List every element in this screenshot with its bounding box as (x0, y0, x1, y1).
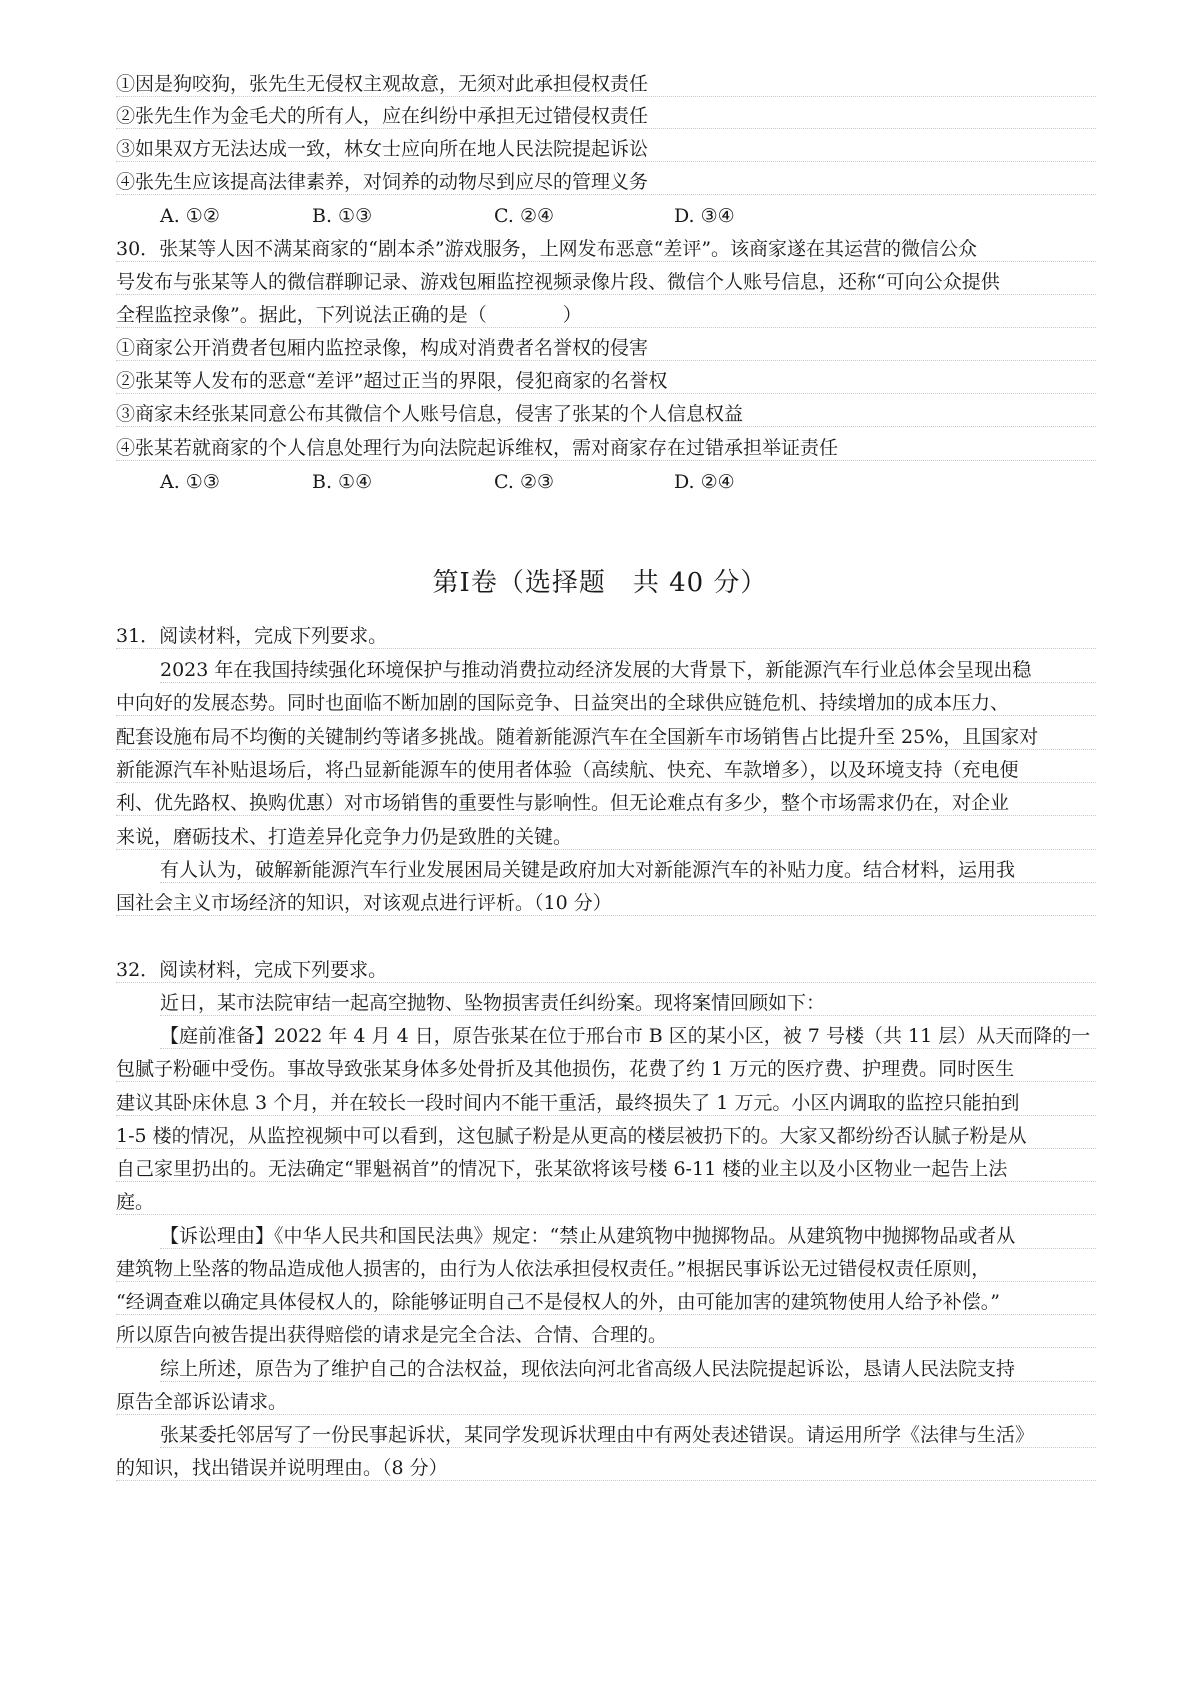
q29-option-c: C. ②④ (494, 205, 555, 227)
q32-prep-line-1: 【庭前准备】2022 年 4 月 4 日，原告张某在位于邢台市 B 区的某小区，被 7 号楼（共 11 层）从天而降的一 (160, 1024, 1096, 1049)
q30-option-b: B. ①④ (312, 471, 373, 493)
q31-para1-line-4: 新能源汽车补贴退场后，将凸显新能源车的使用者体验（高续航、快充、车款增多），以及环境支持（充电便 (116, 758, 1096, 783)
section-title: 第Ⅰ卷（选择题 共 40 分） (432, 568, 768, 598)
q32-intro: 近日，某市法院审结一起高空抛物、坠物损害责任纠纷案。现将案情回顾如下： (160, 991, 1096, 1016)
q30-stem-line-2: 号发布与张某等人的微信群聊记录、游戏包厢监控视频录像片段、微信个人账号信息，还称“可向公众提供 (116, 270, 1096, 295)
q30-statement-3: ③商家未经张某同意公布其微信个人账号信息，侵害了张某的个人信息权益 (116, 402, 1096, 427)
q32-prep-line-5: 自己家里扔出的。无法确定“罪魁祸首”的情况下，张某欲将该号楼 6-11 楼的业主以及小区物业一起告上法 (116, 1157, 1096, 1182)
q30-option-d: D. ②④ (674, 471, 735, 493)
q32-task-line-2: 的知识，找出错误并说明理由。（8 分） (116, 1456, 1096, 1481)
q32-reason-line-3: “经调查难以确定具体侵权人的，除能够证明自己不是侵权人的外，由可能加害的建筑物使用人给予补偿。” (116, 1290, 1096, 1315)
q29-statement-2: ②张先生作为金毛犬的所有人，应在纠纷中承担无过错侵权责任 (116, 104, 1096, 129)
q29-statement-3: ③如果双方无法达成一致，林女士应向所在地人民法院提起诉讼 (116, 137, 1096, 162)
q32-prep-line-6: 庭。 (116, 1190, 1096, 1215)
q31-para1-line-1: 2023 年在我国持续强化环境保护与推动消费拉动经济发展的大背景下，新能源汽车行业总体会呈现出稳 (160, 658, 1096, 683)
q30-stem-line-3: 全程监控录像”。据此，下列说法正确的是（ ） (116, 303, 1096, 328)
q32-summary-line-2: 原告全部诉讼请求。 (116, 1390, 1096, 1415)
q29-statement-1: ①因是狗咬狗，张先生无侵权主观故意，无须对此承担侵权责任 (116, 72, 1096, 97)
q32-task-line-1: 张某委托邻居写了一份民事起诉状，某同学发现诉状理由中有两处表述错误。请运用所学《法律与生活》 (160, 1423, 1096, 1448)
q29-option-a: A. ①② (160, 205, 220, 227)
q31-para1-line-6: 来说，磨砺技术、打造差异化竞争力仍是致胜的关键。 (116, 825, 1096, 850)
q30-option-a: A. ①③ (160, 471, 220, 493)
q32-reason-line-1: 【诉讼理由】《中华人民共和国民法典》规定：“禁止从建筑物中抛掷物品。从建筑物中抛掷物品或者从 (160, 1224, 1096, 1249)
q31-para1-line-3: 配套设施布局不均衡的关键制约等诸多挑战。随着新能源汽车在全国新车市场销售占比提升至 25%，且国家对 (116, 725, 1096, 750)
q31-para2-line-2: 国社会主义市场经济的知识，对该观点进行评析。（10 分） (116, 891, 1096, 916)
q29-option-d: D. ③④ (674, 205, 735, 227)
q32-prep-line-3: 建议其卧床休息 3 个月，并在较长一段时间内不能干重活，最终损失了 1 万元。小区内调取的监控只能拍到 (116, 1091, 1096, 1116)
q29-options (160, 204, 1060, 228)
q32-prep-line-2: 包腻子粉砸中受伤。事故导致张某身体多处骨折及其他损伤，花费了约 1 万元的医疗费、护理费。同时医生 (116, 1057, 1096, 1082)
q32-prep-line-4: 1-5 楼的情况，从监控视频中可以看到，这包腻子粉是从更高的楼层被扔下的。大家又都纷纷否认腻子粉是从 (116, 1124, 1096, 1149)
q29-statement-4: ④张先生应该提高法律素养，对饲养的动物尽到应尽的管理义务 (116, 170, 1096, 195)
q30-statement-2: ②张某等人发布的恶意“差评”超过正当的界限，侵犯商家的名誉权 (116, 369, 1096, 394)
q30-stem-line-1: 30．张某等人因不满某商家的“剧本杀”游戏服务，上网发布恶意“差评”。该商家遂在其运营的微信公众 (116, 237, 1096, 262)
q32-summary-line-1: 综上所述，原告为了维护自己的合法权益，现依法向河北省高级人民法院提起诉讼，恳请人民法院支持 (160, 1357, 1096, 1382)
q32-reason-line-4: 所以原告向被告提出获得赔偿的请求是完全合法、合情、合理的。 (116, 1323, 1096, 1348)
q30-options (160, 470, 1060, 494)
q31-para2-line-1: 有人认为，破解新能源汽车行业发展困局关键是政府加大对新能源汽车的补贴力度。结合材料，运用我 (160, 858, 1096, 883)
q31-heading: 31．阅读材料，完成下列要求。 (116, 624, 1096, 649)
q31-para1-line-5: 利、优先路权、换购优惠）对市场销售的重要性与影响性。但无论难点有多少，整个市场需求仍在，对企业 (116, 791, 1096, 816)
q29-option-b: B. ①③ (312, 205, 373, 227)
q30-statement-4: ④张某若就商家的个人信息处理行为向法院起诉维权，需对商家存在过错承担举证责任 (116, 436, 1096, 461)
q30-statement-1: ①商家公开消费者包厢内监控录像，构成对消费者名誉权的侵害 (116, 336, 1096, 361)
q32-reason-line-2: 建筑物上坠落的物品造成他人损害的，由行为人依法承担侵权责任。”根据民事诉讼无过错侵权责任原则， (116, 1257, 1096, 1282)
q32-heading: 32．阅读材料，完成下列要求。 (116, 958, 1096, 983)
q30-option-c: C. ②③ (494, 471, 555, 493)
q31-para1-line-2: 中向好的发展态势。同时也面临不断加剧的国际竞争、日益突出的全球供应链危机、持续增加的成本压力、 (116, 691, 1096, 716)
